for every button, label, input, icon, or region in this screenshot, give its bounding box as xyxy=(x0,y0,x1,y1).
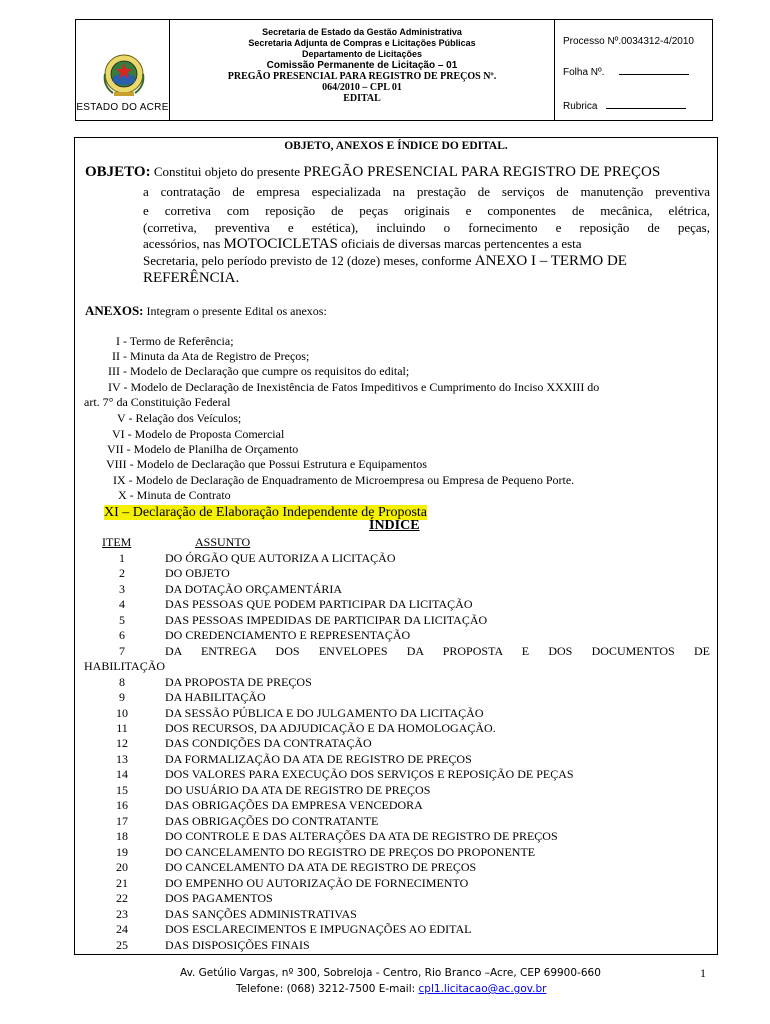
folha-label: Folha Nº. xyxy=(563,67,605,78)
header-line-3: Departamento de Licitações xyxy=(301,49,423,59)
anexo-item: VIII - Modelo de Declaração que Possui Estrutura e Equipamentos xyxy=(106,457,427,471)
indice-item-number: 10 xyxy=(116,706,128,720)
anexo-item: III - Modelo de Declaração que cumpre os requisitos do edital; xyxy=(108,364,410,378)
indice-item-number: 16 xyxy=(116,798,128,812)
header-line-7: EDITAL xyxy=(343,93,381,104)
folha-field xyxy=(563,65,689,78)
rubrica-blank xyxy=(606,99,686,109)
objeto-line6-b: ANEXO I – TERMO DE xyxy=(474,253,627,269)
rubrica-field xyxy=(563,99,686,112)
indice-item-number: 22 xyxy=(116,891,128,905)
objeto-line-6 xyxy=(143,253,710,270)
indice-item-number: 24 xyxy=(116,922,128,936)
indice-item-number: 8 xyxy=(119,675,125,689)
objeto-line-4: (corretiva, preventiva e estética), incluindo o fornecimento e reposição de peças, xyxy=(143,220,710,235)
indice-item-subject: DOS VALORES PARA EXECUÇÃO DOS SERVIÇOS E REPOSIÇÃO DE PEÇAS xyxy=(165,767,574,781)
header-line-6: 064/2010 – CPL 01 xyxy=(322,82,402,93)
objeto-line-7 xyxy=(143,270,239,287)
objeto-line6-a: Secretaria, pelo período previsto de 12 (doze) meses, conforme xyxy=(143,253,475,268)
objeto-line-3: e corretiva com reposição de peças originais e componentes de mecânica, elétrica, xyxy=(143,203,710,218)
objeto-line5-a: acessórios, nas xyxy=(143,236,224,251)
indice-item-number: 2 xyxy=(119,566,125,580)
objeto-line-1 xyxy=(85,164,711,181)
indice-item-number: 1 xyxy=(119,551,125,565)
footer-email-link[interactable]: cpl1.licitacao@ac.gov.br xyxy=(418,983,547,995)
anexo-item: VI - Modelo de Proposta Comercial xyxy=(112,427,285,441)
indice-item-subject: DA ENTREGA DOS ENVELOPES DA PROPOSTA E DOS DOCUMENTOS DE xyxy=(165,644,710,658)
indice-item-number: 25 xyxy=(116,938,128,952)
objeto-line-5 xyxy=(143,236,710,253)
objeto-label: OBJETO: xyxy=(85,164,151,180)
indice-col-item: ITEM xyxy=(102,535,132,549)
indice-item-subject: DAS PESSOAS QUE PODEM PARTICIPAR DA LICITAÇÃO xyxy=(165,597,473,611)
indice-item-subject: DAS DISPOSIÇÕES FINAIS xyxy=(165,938,310,952)
indice-item-subject-continuation: HABILITAÇÃO xyxy=(84,659,166,673)
indice-item-number: 7 xyxy=(119,644,125,658)
indice-item-subject: DA DOTAÇÃO ORÇAMENTÁRIA xyxy=(165,582,343,596)
objeto-line-2: a contratação de empresa especializada na prestação de serviços de manutenção preventiva xyxy=(143,184,710,199)
anexo-item: I - Termo de Referência; xyxy=(116,334,234,348)
anexo-item: X - Minuta de Contrato xyxy=(118,488,231,502)
anexo-item: VII - Modelo de Planilha de Orçamento xyxy=(107,442,299,456)
anexo-item: art. 7° da Constituição Federal xyxy=(84,395,231,409)
rubrica-label: Rubrica xyxy=(563,101,598,112)
indice-item-number: 21 xyxy=(116,876,128,890)
anexo-item: IX - Modelo de Declaração de Enquadramento de Microempresa ou Empresa de Pequeno Porte. xyxy=(113,473,575,487)
footer-contact xyxy=(236,983,546,995)
header-line-1: Secretaria de Estado da Gestão Administrativa xyxy=(262,27,462,37)
indice-item-subject: DO CANCELAMENTO DO REGISTRO DE PREÇOS DO PROPONENTE xyxy=(165,845,536,859)
footer-address: Av. Getúlio Vargas, nº 300, Sobreloja - Centro, Rio Branco –Acre, CEP 69900-660 xyxy=(180,967,601,979)
header-titles xyxy=(170,27,554,104)
anexos-intro: Integram o presente Edital os anexos: xyxy=(143,304,327,318)
anexo-xi-text: XI – Declaração de Elaboração Independente de Proposta xyxy=(104,505,428,520)
indice-item-subject: DA SESSÃO PÚBLICA E DO JULGAMENTO DA LICITAÇÃO xyxy=(165,706,484,720)
indice-item-subject: DA PROPOSTA DE PREÇOS xyxy=(165,675,312,689)
anexos-heading xyxy=(85,303,327,319)
state-name: ESTADO DO ACRE xyxy=(76,102,169,113)
anexo-item: V - Relação dos Veículos; xyxy=(117,411,242,425)
page-number: 1 xyxy=(700,966,706,980)
indice-item-subject: DO EMPENHO OU AUTORIZAÇÃO DE FORNECIMENTO xyxy=(165,876,469,890)
indice-item-subject: DOS RECURSOS, DA ADJUDICAÇÃO E DA HOMOLOGAÇÃO. xyxy=(165,721,496,735)
indice-title: ÍNDICE xyxy=(369,518,420,533)
anexo-item: II - Minuta da Ata de Registro de Preços; xyxy=(112,349,310,363)
indice-item-number: 11 xyxy=(116,721,128,735)
indice-item-number: 13 xyxy=(116,752,128,766)
objeto-line5-b: MOTOCICLETAS xyxy=(223,236,338,252)
section-title: OBJETO, ANEXOS E ÍNDICE DO EDITAL. xyxy=(284,140,508,152)
indice-item-subject: DO ÓRGÃO QUE AUTORIZA A LICITAÇÃO xyxy=(165,551,396,565)
indice-item-number: 6 xyxy=(119,628,125,642)
indice-item-subject: DOS ESCLARECIMENTOS E IMPUGNAÇÕES AO EDITAL xyxy=(165,922,472,936)
header-line-2: Secretaria Adjunta de Compras e Licitações Públicas xyxy=(248,38,476,48)
footer-phone: Telefone: (068) 3212-7500 E-mail: xyxy=(236,983,416,995)
document-header xyxy=(75,19,713,121)
indice-item-subject: DAS OBRIGAÇÕES DA EMPRESA VENCEDORA xyxy=(165,798,423,812)
objeto-text-a: Constitui objeto do presente xyxy=(150,164,304,179)
indice-item-subject: DAS PESSOAS IMPEDIDAS DE PARTICIPAR DA LICITAÇÃO xyxy=(165,613,488,627)
indice-item-number: 23 xyxy=(116,907,128,921)
indice-item-number: 20 xyxy=(116,860,128,874)
indice-item-subject: DO CONTROLE E DAS ALTERAÇÕES DA ATA DE REGISTRO DE PREÇOS xyxy=(165,829,558,843)
indice-item-subject: DO CREDENCIAMENTO E REPRESENTAÇÃO xyxy=(165,628,411,642)
header-process-cell xyxy=(554,20,713,120)
indice-item-subject: DAS SANÇÕES ADMINISTRATIVAS xyxy=(165,907,357,921)
indice-item-subject: DO OBJETO xyxy=(165,566,230,580)
objeto-line7-text: REFERÊNCIA. xyxy=(143,270,240,286)
indice-item-number: 3 xyxy=(119,582,125,596)
objeto-line5-c: oficiais de diversas marcas pertencentes a esta xyxy=(337,236,582,251)
header-line-4: Comissão Permanente de Licitação – 01 xyxy=(266,60,458,71)
indice-item-subject: DA HABILITAÇÃO xyxy=(165,690,266,704)
anexos-label: ANEXOS: xyxy=(85,303,144,318)
indice-item-subject: DO USUÁRIO DA ATA DE REGISTRO DE PREÇOS xyxy=(165,783,431,797)
anexo-item: IV - Modelo de Declaração de Inexistência de Fatos Impeditivos e Cumprimento do Inciso XXXIII do xyxy=(108,380,600,394)
indice-item-number: 17 xyxy=(116,814,128,828)
indice-item-number: 12 xyxy=(116,736,128,750)
indice-item-number: 9 xyxy=(119,690,125,704)
indice-item-number: 14 xyxy=(116,767,128,781)
indice-item-subject: DAS CONDIÇÕES DA CONTRATAÇÃO xyxy=(165,736,372,750)
indice-item-number: 19 xyxy=(116,845,128,859)
indice-item-number: 15 xyxy=(116,783,128,797)
header-line-5: PREGÃO PRESENCIAL PARA REGISTRO DE PREÇOS Nº. xyxy=(227,71,497,82)
indice-item-number: 18 xyxy=(116,829,128,843)
header-logo-cell xyxy=(76,20,170,120)
indice-item-subject: DA FORMALIZAÇÃO DA ATA DE REGISTRO DE PREÇOS xyxy=(165,752,472,766)
indice-item-subject: DOS PAGAMENTOS xyxy=(165,891,273,905)
indice-item-subject: DO CANCELAMENTO DA ATA DE REGISTRO DE PREÇOS xyxy=(165,860,477,874)
folha-blank xyxy=(619,65,689,75)
indice-item-subject: DAS OBRIGAÇÕES DO CONTRATANTE xyxy=(165,814,379,828)
indice-item-number: 4 xyxy=(119,597,125,611)
acre-coat-of-arms-icon xyxy=(99,50,149,100)
objeto-text-b: PREGÃO PRESENCIAL PARA REGISTRO DE PREÇOS xyxy=(303,164,661,180)
processo-number: Processo Nº.0034312-4/2010 xyxy=(563,36,694,47)
indice-item-number: 5 xyxy=(119,613,125,627)
indice-col-assunto: ASSUNTO xyxy=(195,535,251,549)
